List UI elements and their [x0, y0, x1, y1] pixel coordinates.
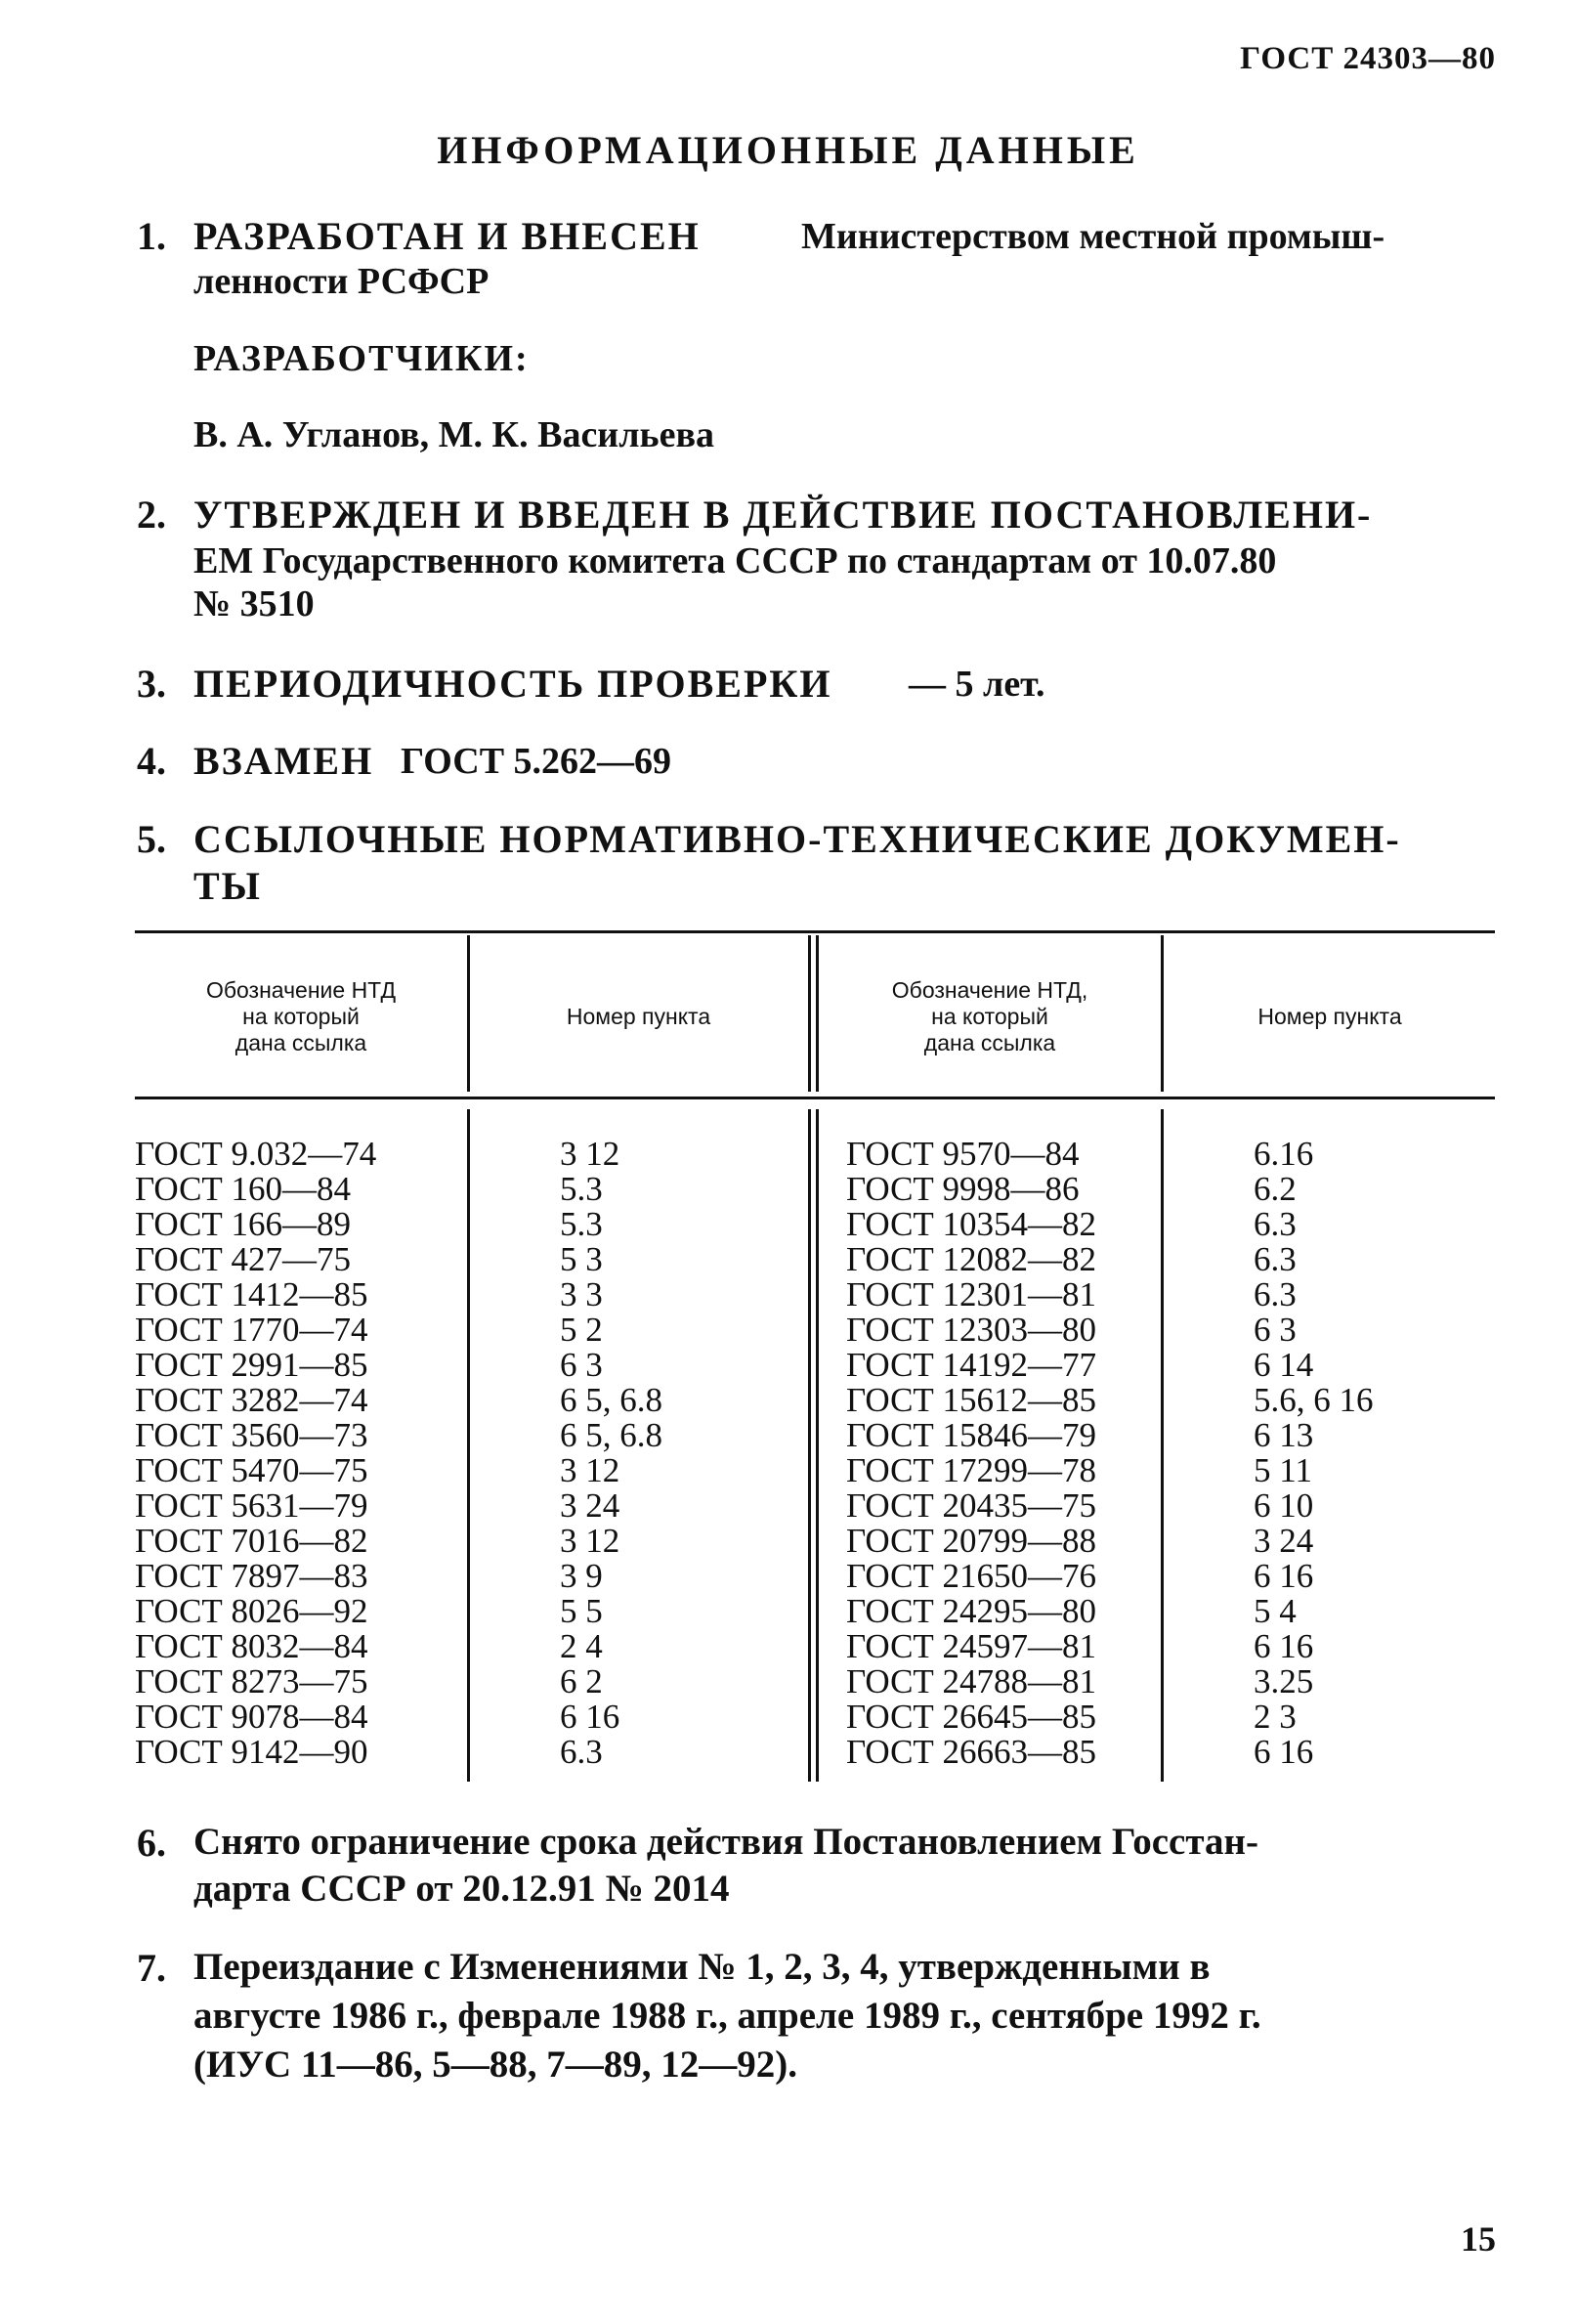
right-doc-cell: ГОСТ 14192—77	[846, 1346, 1097, 1384]
left-point-cell: 5 5	[560, 1592, 603, 1630]
left-doc-cell: ГОСТ 2991—85	[135, 1346, 368, 1384]
left-point-cell: 3 3	[560, 1275, 603, 1313]
right-point-cell: 6 16	[1254, 1627, 1314, 1665]
item2-line3: № 3510	[193, 583, 315, 624]
left-point-cell: 6 3	[560, 1346, 603, 1384]
right-point-cell: 5 4	[1254, 1592, 1297, 1630]
left-doc-cell: ГОСТ 3560—73	[135, 1416, 368, 1454]
left-doc-cell: ГОСТ 9078—84	[135, 1698, 368, 1736]
right-doc-cell: ГОСТ 20799—88	[846, 1522, 1097, 1560]
left-point-cell: 6.3	[560, 1733, 603, 1771]
right-doc-cell: ГОСТ 15846—79	[846, 1416, 1097, 1454]
right-point-cell: 6 16	[1254, 1557, 1314, 1595]
item6-line2: дарта СССР от 20.12.91 № 2014	[193, 1868, 730, 1910]
left-point-cell: 3 9	[560, 1557, 603, 1595]
left-point-cell: 3 12	[560, 1451, 620, 1489]
item7-number: 7.	[137, 1946, 166, 1990]
table-header-cell: Номер пункта	[566, 1004, 711, 1029]
right-docs-column	[846, 1137, 1096, 1770]
left-point-cell: 6 16	[560, 1698, 620, 1736]
left-doc-cell: ГОСТ 9142—90	[135, 1733, 368, 1771]
right-point-cell: 6.2	[1254, 1170, 1297, 1208]
left-doc-cell: ГОСТ 3282—74	[135, 1381, 368, 1419]
right-point-cell: 6 3	[1254, 1311, 1297, 1349]
left-point-cell: 5 2	[560, 1311, 603, 1349]
col-divider	[808, 935, 811, 1092]
right-doc-cell: ГОСТ 26645—85	[846, 1698, 1097, 1736]
left-doc-cell: ГОСТ 8026—92	[135, 1592, 368, 1630]
item4-number: 4.	[137, 739, 166, 783]
left-doc-cell: ГОСТ 1412—85	[135, 1275, 368, 1313]
item7-line1: Переиздание с Изменениями № 1, 2, 3, 4, утвержденными в	[193, 1946, 1211, 1988]
table-header-cell: Обозначение НТД на который дана ссылка	[205, 977, 397, 1055]
right-point-cell: 6 13	[1254, 1416, 1314, 1454]
right-point-cell: 5 11	[1254, 1451, 1312, 1489]
item6-line1: Снято ограничение срока действия Постановлением Госстан-	[193, 1821, 1258, 1863]
document-code: ГОСТ 24303—80	[1240, 41, 1496, 76]
item1-line2: ленности РСФСР	[193, 261, 490, 302]
right-doc-cell: ГОСТ 15612—85	[846, 1381, 1097, 1419]
left-point-cell: 6 5, 6.8	[560, 1381, 662, 1419]
item4-caps: ВЗАМЕН	[193, 739, 374, 783]
left-doc-cell: ГОСТ 5631—79	[135, 1486, 368, 1525]
left-point-cell: 5.3	[560, 1205, 603, 1243]
right-doc-cell: ГОСТ 24295—80	[846, 1592, 1097, 1630]
item1-text: Министерством местной промыш-	[801, 216, 1385, 257]
left-doc-cell: ГОСТ 8273—75	[135, 1662, 368, 1700]
left-point-cell: 3 24	[560, 1486, 620, 1525]
item5-line2: ТЫ	[193, 864, 262, 908]
right-doc-cell: ГОСТ 12082—82	[846, 1240, 1097, 1278]
right-point-cell: 2 3	[1254, 1698, 1297, 1736]
col-divider	[808, 1109, 811, 1782]
item4-text: ГОСТ 5.262—69	[401, 741, 672, 782]
right-doc-cell: ГОСТ 17299—78	[846, 1451, 1097, 1489]
right-doc-cell: ГОСТ 9998—86	[846, 1170, 1080, 1208]
right-doc-cell: ГОСТ 26663—85	[846, 1733, 1097, 1771]
item1-number: 1.	[137, 214, 166, 258]
right-doc-cell: ГОСТ 20435—75	[846, 1486, 1097, 1525]
right-point-cell: 6 14	[1254, 1346, 1314, 1384]
item7-line3: (ИУС 11—86, 5—88, 7—89, 12—92).	[193, 2044, 797, 2086]
right-doc-cell: ГОСТ 24788—81	[846, 1662, 1097, 1700]
item5-number: 5.	[137, 817, 166, 861]
left-docs-column	[135, 1137, 376, 1770]
left-point-cell: 6 2	[560, 1662, 603, 1700]
col-divider	[1161, 935, 1164, 1092]
item3-caps: ПЕРИОДИЧНОСТЬ ПРОВЕРКИ	[193, 662, 832, 706]
item2-line2: ЕМ Государственного комитета СССР по стандартам от 10.07.80	[193, 540, 1277, 581]
right-point-cell: 6.3	[1254, 1240, 1297, 1278]
left-doc-cell: ГОСТ 5470—75	[135, 1451, 368, 1489]
right-doc-cell: ГОСТ 24597—81	[846, 1627, 1097, 1665]
item6-number: 6.	[137, 1821, 166, 1865]
developers-names: В. А. Угланов, М. К. Васильева	[193, 414, 715, 455]
item3-number: 3.	[137, 662, 166, 706]
right-point-cell: 6 10	[1254, 1486, 1314, 1525]
col-divider	[816, 935, 819, 1092]
col-divider	[467, 935, 470, 1092]
right-point-cell: 6.3	[1254, 1275, 1297, 1313]
left-point-cell: 3 12	[560, 1522, 620, 1560]
page-number: 15	[1461, 2219, 1496, 2259]
left-point-cell: 3 12	[560, 1135, 620, 1173]
item5-line1: ССЫЛОЧНЫЕ НОРМАТИВНО-ТЕХНИЧЕСКИЕ ДОКУМЕН-	[193, 817, 1401, 861]
right-doc-cell: ГОСТ 21650—76	[846, 1557, 1097, 1595]
right-point-cell: 5.6, 6 16	[1254, 1381, 1374, 1419]
left-doc-cell: ГОСТ 1770—74	[135, 1311, 368, 1349]
item2-line1: УТВЕРЖДЕН И ВВЕДЕН В ДЕЙСТВИЕ ПОСТАНОВЛЕНИ-	[193, 493, 1373, 537]
table-header-cell: Номер пункта	[1257, 1004, 1402, 1029]
right-point-cell: 6.3	[1254, 1205, 1297, 1243]
col-divider	[1161, 1109, 1164, 1782]
left-doc-cell: ГОСТ 166—89	[135, 1205, 352, 1243]
left-point-cell: 2 4	[560, 1627, 603, 1665]
col-divider	[816, 1109, 819, 1782]
right-point-cell: 6.16	[1254, 1135, 1314, 1173]
left-points-column	[560, 1137, 662, 1770]
table-top-rule	[135, 930, 1495, 933]
col-divider	[467, 1109, 470, 1782]
right-doc-cell: ГОСТ 12303—80	[846, 1311, 1097, 1349]
left-point-cell: 5 3	[560, 1240, 603, 1278]
item3-text: — 5 лет.	[909, 664, 1045, 705]
table-header-rule	[135, 1097, 1495, 1099]
developers-label: РАЗРАБОТЧИКИ:	[193, 338, 530, 379]
right-doc-cell: ГОСТ 12301—81	[846, 1275, 1097, 1313]
left-doc-cell: ГОСТ 7897—83	[135, 1557, 368, 1595]
right-point-cell: 6 16	[1254, 1733, 1314, 1771]
left-doc-cell: ГОСТ 7016—82	[135, 1522, 368, 1560]
left-doc-cell: ГОСТ 9.032—74	[135, 1135, 377, 1173]
item2-number: 2.	[137, 493, 166, 537]
right-point-cell: 3.25	[1254, 1662, 1314, 1700]
right-points-column	[1254, 1137, 1374, 1770]
left-doc-cell: ГОСТ 427—75	[135, 1240, 352, 1278]
right-point-cell: 3 24	[1254, 1522, 1314, 1560]
left-doc-cell: ГОСТ 8032—84	[135, 1627, 368, 1665]
item7-line2: августе 1986 г., феврале 1988 г., апреле 1989 г., сентябре 1992 г.	[193, 1995, 1261, 2037]
table-header-cell: Обозначение НТД, на который дана ссылка	[891, 977, 1088, 1055]
left-doc-cell: ГОСТ 160—84	[135, 1170, 352, 1208]
page-title: ИНФОРМАЦИОННЫЕ ДАННЫЕ	[437, 128, 1139, 172]
item1-caps: РАЗРАБОТАН И ВНЕСЕН	[193, 214, 701, 258]
left-point-cell: 6 5, 6.8	[560, 1416, 662, 1454]
right-doc-cell: ГОСТ 9570—84	[846, 1135, 1080, 1173]
left-point-cell: 5.3	[560, 1170, 603, 1208]
right-doc-cell: ГОСТ 10354—82	[846, 1205, 1097, 1243]
